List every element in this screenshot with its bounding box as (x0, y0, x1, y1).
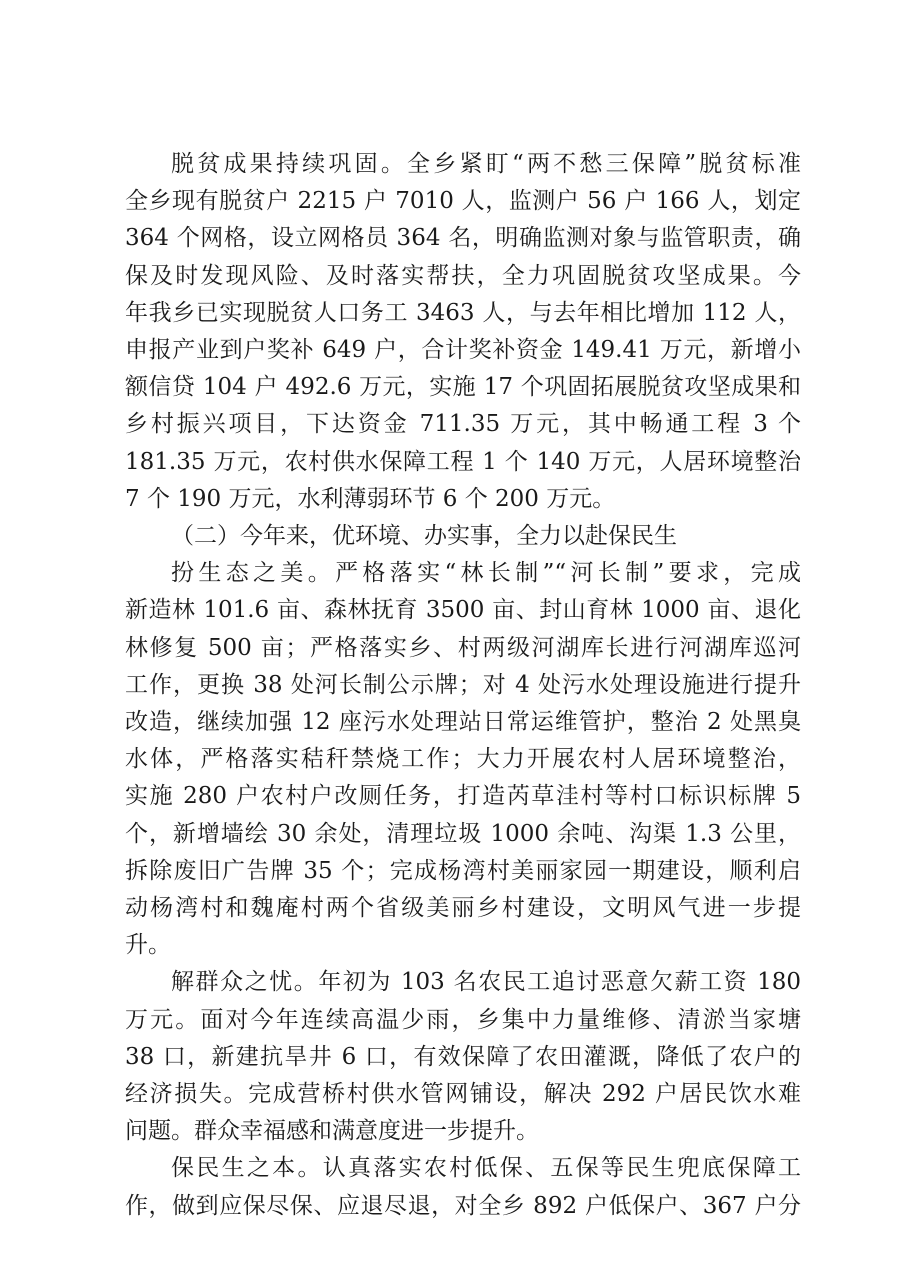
paragraph-line: 问题。群众幸福感和满意度进一步提升。 (125, 1118, 539, 1145)
paragraph-line: 全乡现有脱贫户 2215 户 7010 人，监测户 56 户 166 人，划定 (125, 188, 801, 215)
paragraph-line: 动杨湾村和魏庵村两个省级美丽乡村建设，文明风气进一步提 (125, 895, 801, 922)
paragraph-line: 实施 280 户农村户改厕任务，打造芮草洼村等村口标识标牌 5 (125, 783, 801, 810)
paragraph-line: 保民生之本。认真落实农村低保、五保等民生兜底保障工 (171, 1155, 801, 1182)
paragraph-line: 额信贷 104 户 492.6 万元，实施 17 个巩固拓展脱贫攻坚成果和 (125, 374, 801, 401)
paragraph-line: 万元。面对今年连续高温少雨，乡集中力量维修、清淤当家塘 (125, 1006, 801, 1033)
paragraph-line: 作，做到应保尽保、应退尽退，对全乡 892 户低保户、367 户分 (125, 1192, 801, 1219)
paragraph-line: 乡村振兴项目，下达资金 711.35 万元，其中畅通工程 3 个 (125, 411, 801, 438)
document-body (125, 146, 801, 1225)
paragraph-line: 个，新增墙绘 30 余处，清理垃圾 1000 余吨、沟渠 1.3 公里， (125, 820, 801, 847)
paragraph-line: 年我乡已实现脱贫人口务工 3463 人，与去年相比增加 112 人， (125, 299, 801, 326)
paragraph-line: 水体，严格落实秸秆禁烧工作；大力开展农村人居环境整治， (125, 746, 801, 773)
paragraph (125, 146, 801, 518)
paragraph-line: 7 个 190 万元，水利薄弱环节 6 个 200 万元。 (125, 485, 616, 512)
paragraph-line: 工作，更换 38 处河长制公示牌；对 4 处污水处理设施进行提升 (125, 671, 801, 698)
paragraph-line: 38 口，新建抗旱井 6 口，有效保障了农田灌溉，降低了农户的 (125, 1043, 801, 1070)
paragraph (125, 964, 801, 1150)
paragraph-line: 拆除废旧广告牌 35 个；完成杨湾村美丽家园一期建设，顺利启 (125, 857, 801, 884)
heading-line: （二）今年来，优环境、办实事，全力以赴保民生 (171, 523, 677, 550)
paragraph-line: 扮生态之美。严格落实“林长制”“河长制”要求，完成 (171, 560, 801, 587)
paragraph-line: 181.35 万元，农村供水保障工程 1 个 140 万元，人居环境整治 (125, 448, 801, 475)
paragraph-line: 经济损失。完成营桥村供水管网铺设，解决 292 户居民饮水难 (125, 1081, 801, 1108)
paragraph-line: 解群众之忧。年初为 103 名农民工追讨恶意欠薪工资 180 (171, 969, 801, 996)
paragraph-line: 改造，继续加强 12 座污水处理站日常运维管护，整治 2 处黑臭 (125, 709, 801, 736)
paragraph-line: 保及时发现风险、及时落实帮扶，全力巩固脱贫攻坚成果。今 (125, 262, 801, 289)
paragraph-line: 脱贫成果持续巩固。全乡紧盯“两不愁三保障”脱贫标准 (171, 151, 801, 177)
paragraph-line: 新造林 101.6 亩、森林抚育 3500 亩、封山育林 1000 亩、退化 (125, 597, 801, 624)
paragraph (125, 1150, 801, 1224)
paragraph-line: 升。 (125, 932, 171, 959)
paragraph-line: 林修复 500 亩；严格落实乡、村两级河湖库长进行河湖库巡河 (125, 634, 801, 661)
paragraph-line: 364 个网格，设立网格员 364 名，明确监测对象与监管职责，确 (125, 225, 801, 252)
paragraph-line: 申报产业到户奖补 649 户，合计奖补资金 149.41 万元，新增小 (125, 337, 801, 364)
section-heading (125, 518, 801, 555)
paragraph (125, 555, 801, 964)
